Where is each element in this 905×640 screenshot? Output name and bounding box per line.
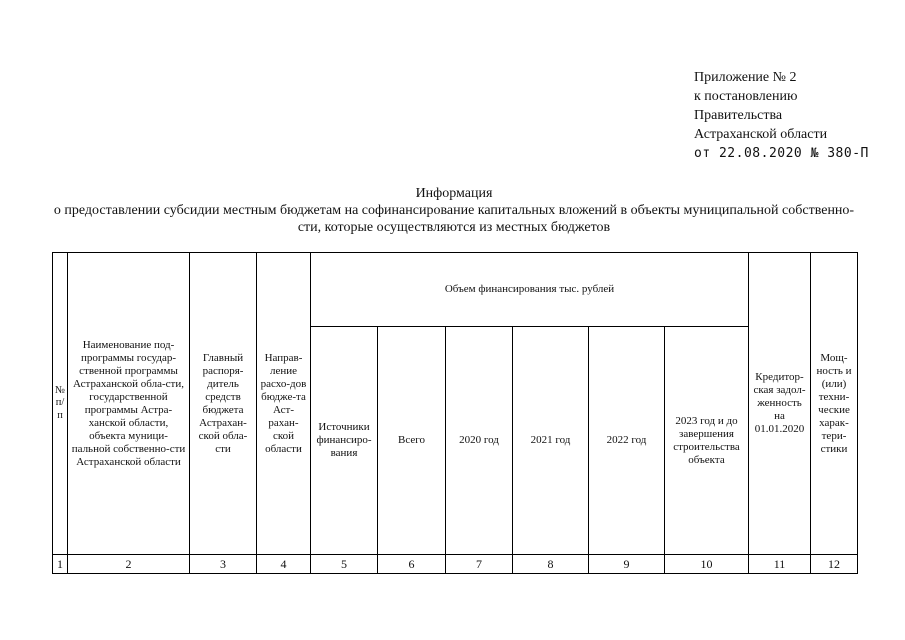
column-number-cell: 9 bbox=[589, 555, 665, 574]
column-number-cell: 6 bbox=[378, 555, 446, 574]
title-heading: Информация bbox=[415, 186, 493, 201]
column-number-row bbox=[53, 555, 858, 574]
title-line-1: о предоставлении субсидии местным бюджетам на софинансирование капитальных вложений в объекты муниципальной собственно- bbox=[53, 203, 855, 218]
column-number-cell: 7 bbox=[446, 555, 513, 574]
header-row-top bbox=[53, 253, 858, 327]
column-number-cell: 1 bbox=[53, 555, 68, 574]
header-cell-2020: 2020 год bbox=[446, 327, 513, 555]
approval-line-government: Правительства bbox=[694, 108, 783, 123]
approval-line-resolution: к постановлению bbox=[694, 89, 798, 104]
header-cell-name: Наименование под-программы государ-ственной программы Астраханской обла-сти, государственной программы Астра-ханской области, объекта муници-пальной собственно-сти Астраханской области bbox=[68, 253, 190, 555]
header-cell-2021: 2021 год bbox=[513, 327, 589, 555]
title-line-2: сти, которые осуществляются из местных бюджетов bbox=[297, 220, 611, 235]
column-number-cell: 5 bbox=[311, 555, 378, 574]
header-cell-number: № п/п bbox=[53, 253, 68, 555]
approval-date-line: от 22.08.2020 № 380-П bbox=[694, 146, 869, 161]
column-number-cell: 11 bbox=[749, 555, 811, 574]
header-cell-sources: Источники финансиро-вания bbox=[311, 327, 378, 555]
approval-line-appendix: Приложение № 2 bbox=[694, 70, 797, 85]
header-cell-2022: 2022 год bbox=[589, 327, 665, 555]
approval-line-region: Астраханской области bbox=[694, 127, 828, 142]
header-cell-total: Всего bbox=[378, 327, 446, 555]
header-cell-administrator: Главный распоря-дитель средств бюджета Астрахан-ской обла-сти bbox=[190, 253, 257, 555]
column-number-cell: 2 bbox=[68, 555, 190, 574]
column-number-cell: 3 bbox=[190, 555, 257, 574]
column-number-cell: 8 bbox=[513, 555, 589, 574]
document-title bbox=[20, 185, 888, 236]
header-cell-capacity: Мощ-ность и (или) техни-ческие харак-тери-стики bbox=[811, 253, 858, 555]
column-number-cell: 4 bbox=[257, 555, 311, 574]
header-cell-2023-onward: 2023 год и до завершения строительства объекта bbox=[665, 327, 749, 555]
header-cell-arrears: Кредитор-ская задол-женность на 01.01.2020 bbox=[749, 253, 811, 555]
financing-table bbox=[52, 252, 858, 574]
column-number-cell: 10 bbox=[665, 555, 749, 574]
header-cell-financing-volume: Объем финансирования тыс. рублей bbox=[311, 253, 749, 327]
approval-block bbox=[694, 68, 869, 163]
column-number-cell: 12 bbox=[811, 555, 858, 574]
header-cell-expense-direction: Направ-ление расхо-дов бюдже-та Аст-рахан-ской области bbox=[257, 253, 311, 555]
